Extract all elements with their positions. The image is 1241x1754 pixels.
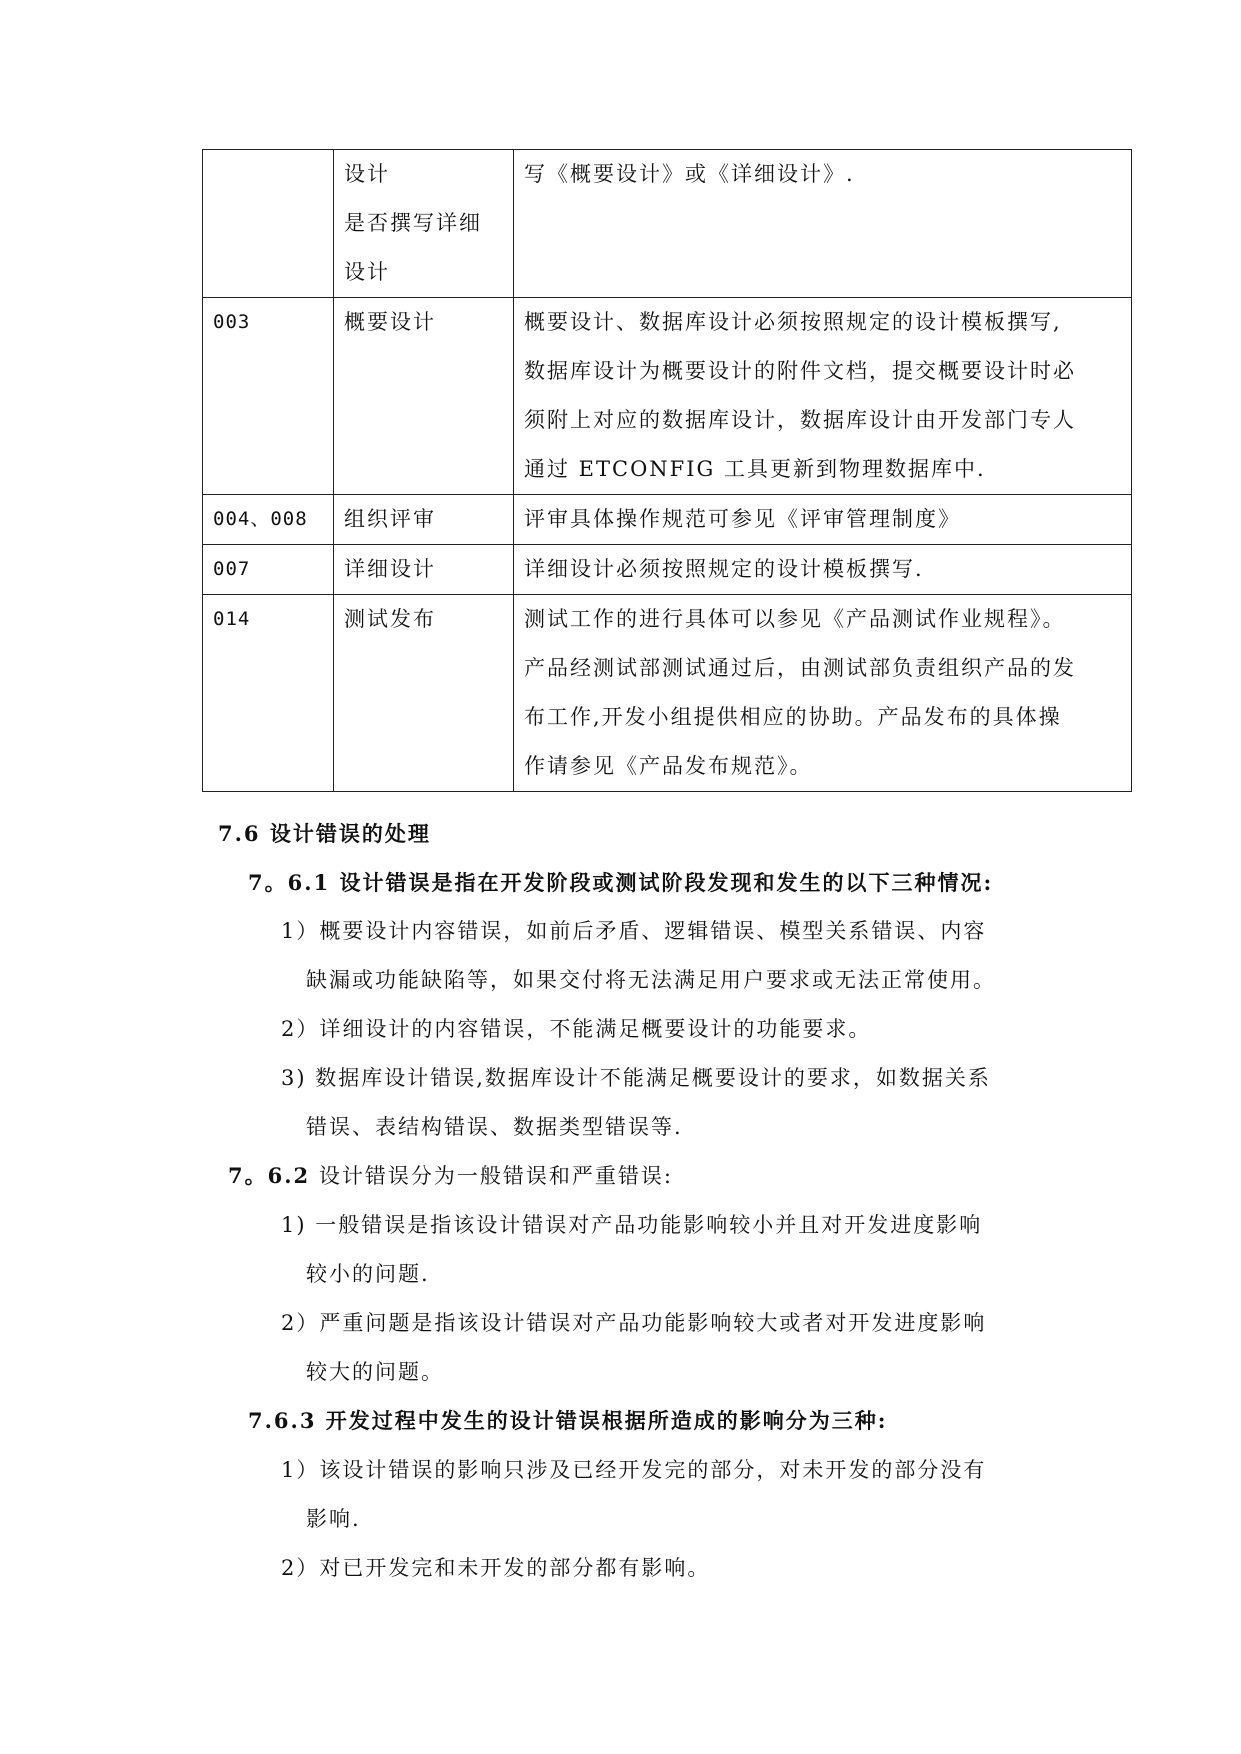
activity-description-cell — [514, 150, 1132, 298]
description-line: 通过 ETCONFIG 工具更新到物理数据库中. — [524, 457, 986, 481]
activity-id-cell — [203, 150, 334, 298]
subsection-title: 设计错误分为一般错误和严重错误: — [318, 1164, 673, 1188]
list-item-continuation: 错误、表结构错误、数据类型错误等. — [306, 1115, 683, 1139]
section-heading: 7.6 设计错误的处理 — [218, 821, 431, 846]
list-item: 1）该设计错误的影响只涉及已经开发完的部分，对未开发的部分没有 — [281, 1458, 987, 1482]
list-item: 1) 一般错误是指该设计错误对产品功能影响较小并且对开发进度影响 — [281, 1213, 983, 1237]
description-line: 布工作,开发小组提供相应的协助。产品发布的具体操 — [524, 705, 1062, 729]
activity-description-cell — [514, 495, 1132, 545]
process-table — [202, 149, 1132, 792]
subsection-heading — [228, 1160, 673, 1190]
list-item-continuation: 缺漏或功能缺陷等，如果交付将无法满足用户要求或无法正常使用。 — [306, 968, 996, 992]
activity-description-cell — [514, 595, 1132, 792]
list-item: 2）详细设计的内容错误，不能满足概要设计的功能要求。 — [281, 1017, 872, 1041]
activity-name-cell — [334, 495, 514, 545]
description-line: 写《概要设计》或《详细设计》. — [524, 162, 855, 186]
activity-name-cell — [334, 150, 514, 298]
table-row — [203, 150, 1132, 298]
activity-id-cell: 007 — [203, 545, 334, 595]
description-line: 评审具体操作规范可参见《评审管理制度》 — [524, 507, 961, 531]
description-line: 概要设计、数据库设计必须按照规定的设计模板撰写, — [524, 310, 1062, 334]
description-line: 数据库设计为概要设计的附件文档，提交概要设计时必 — [524, 359, 1076, 383]
activity-name-line: 设计 — [344, 260, 390, 284]
activity-name-line: 测试发布 — [344, 607, 436, 631]
list-item: 3) 数据库设计错误,数据库设计不能满足概要设计的要求，如数据关系 — [281, 1066, 991, 1090]
list-item-continuation: 较大的问题。 — [306, 1360, 444, 1384]
description-line: 作请参见《产品发布规范》。 — [524, 754, 813, 778]
activity-id-cell: 014 — [203, 595, 334, 792]
activity-name-line: 设计 — [344, 162, 390, 186]
description-line: 详细设计必须按照规定的设计模板撰写. — [524, 557, 924, 581]
activity-id-cell: 003 — [203, 298, 334, 495]
activity-name-line: 组织评审 — [344, 507, 436, 531]
list-item-continuation: 较小的问题. — [306, 1262, 430, 1286]
list-item: 1）概要设计内容错误，如前后矛盾、逻辑错误、模型关系错误、内容 — [281, 919, 987, 943]
description-line: 测试工作的进行具体可以参见《产品测试作业规程》。 — [524, 607, 1066, 631]
activity-name-line: 是否撰写详细 — [344, 211, 482, 235]
table-row — [203, 298, 1132, 495]
table-row — [203, 595, 1132, 792]
list-item-continuation: 影响. — [306, 1507, 361, 1531]
subsection-heading: 7。6.1 设计错误是指在开发阶段或测试阶段发现和发生的以下三种情况: — [248, 870, 994, 895]
activity-name-line: 详细设计 — [344, 557, 436, 581]
table-row — [203, 545, 1132, 595]
activity-description-cell — [514, 298, 1132, 495]
subsection-heading: 7.6.3 开发过程中发生的设计错误根据所造成的影响分为三种: — [248, 1408, 888, 1433]
activity-name-cell — [334, 595, 514, 792]
description-line: 须附上对应的数据库设计，数据库设计由开发部门专人 — [524, 408, 1076, 432]
activity-description-cell — [514, 545, 1132, 595]
activity-name-line: 概要设计 — [344, 310, 436, 334]
description-line: 产品经测试部测试通过后，由测试部负责组织产品的发 — [524, 656, 1076, 680]
list-item: 2）严重问题是指该设计错误对产品功能影响较大或者对开发进度影响 — [281, 1311, 987, 1335]
list-item: 2）对已开发完和未开发的部分都有影响。 — [281, 1556, 711, 1580]
activity-id-cell: 004、008 — [203, 495, 334, 545]
table-row — [203, 495, 1132, 545]
activity-name-cell — [334, 545, 514, 595]
subsection-number: 7。6.2 — [228, 1163, 311, 1188]
activity-name-cell — [334, 298, 514, 495]
